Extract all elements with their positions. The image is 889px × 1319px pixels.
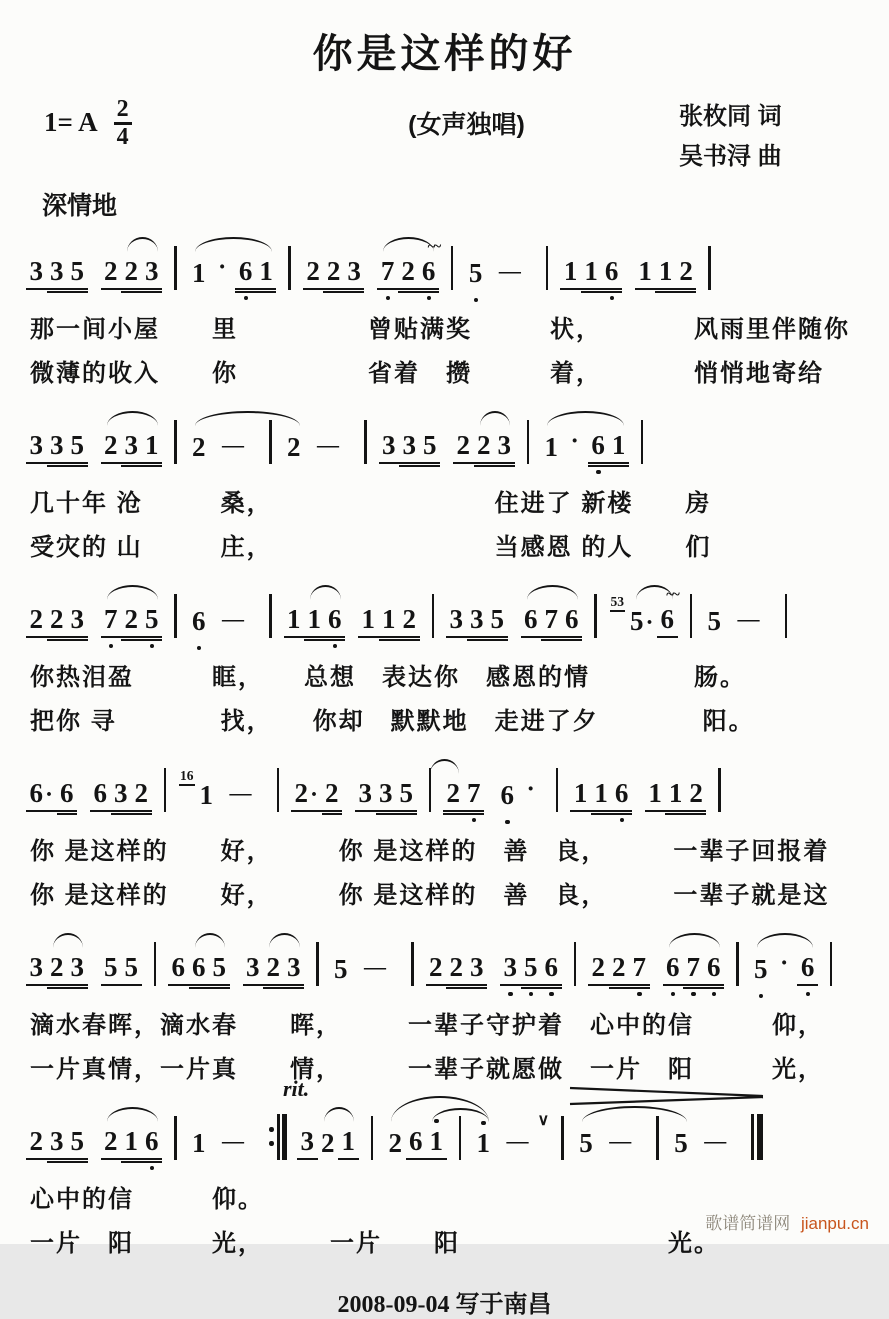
octave-dot-below bbox=[759, 994, 764, 999]
dash-note: — bbox=[498, 258, 521, 284]
note: 3 bbox=[47, 431, 68, 465]
note: 2 bbox=[121, 257, 142, 291]
note: 6 bbox=[325, 605, 346, 639]
score-system-1 bbox=[26, 232, 871, 388]
notation-row bbox=[26, 754, 871, 822]
note: 2 bbox=[322, 779, 343, 813]
note: 6 bbox=[406, 1127, 427, 1161]
slur bbox=[107, 585, 159, 600]
barline bbox=[364, 420, 367, 464]
note: 2 bbox=[263, 953, 284, 987]
note: 6 bbox=[235, 257, 256, 291]
note: 2 bbox=[676, 257, 697, 291]
note: 1 bbox=[338, 1127, 359, 1161]
score-system-2 bbox=[26, 406, 871, 562]
note: 1 bbox=[635, 257, 656, 291]
note: 7 bbox=[464, 779, 485, 813]
note: 1 bbox=[121, 1127, 142, 1161]
note: 3 bbox=[494, 431, 515, 465]
note: 3 bbox=[500, 953, 521, 987]
grace-note: 53 bbox=[610, 594, 626, 613]
note: 6 bbox=[797, 953, 818, 987]
octave-dot-below bbox=[244, 296, 249, 301]
time-signature bbox=[114, 97, 132, 150]
barline bbox=[459, 1116, 462, 1160]
dash-note: — bbox=[704, 1128, 727, 1154]
dash-note: — bbox=[229, 780, 252, 806]
breath-mark: ∨ bbox=[537, 1112, 550, 1130]
note: 7 bbox=[683, 953, 704, 987]
octave-dot-below bbox=[549, 992, 554, 997]
watermark-site: 歌谱简谱网 bbox=[705, 1214, 791, 1233]
octave-dot-below bbox=[109, 644, 114, 649]
note: 7 bbox=[541, 605, 562, 639]
barline bbox=[174, 594, 177, 638]
note: 3 bbox=[376, 779, 397, 813]
note: 2 bbox=[101, 1127, 122, 1161]
time-signature-numerator: 2 bbox=[114, 97, 132, 125]
note: 7 bbox=[377, 257, 398, 291]
barline bbox=[561, 1116, 564, 1160]
note: 1 bbox=[645, 779, 666, 813]
note: 2 bbox=[287, 431, 301, 462]
note: 1 bbox=[426, 1127, 447, 1161]
watermark bbox=[705, 1209, 869, 1234]
note: 3 bbox=[47, 257, 68, 291]
slur bbox=[430, 759, 460, 774]
slur bbox=[195, 237, 273, 252]
note: 5 bbox=[67, 431, 88, 465]
lyricist-credit: 张枚同 词 bbox=[679, 103, 782, 130]
barline bbox=[736, 942, 739, 986]
dash-note: — bbox=[222, 606, 244, 632]
note: 2 bbox=[47, 953, 68, 987]
subtitle: (女声独唱) bbox=[408, 111, 525, 139]
note: 16 1 bbox=[180, 767, 214, 810]
augmentation-dot: · bbox=[45, 781, 54, 808]
note: 2 bbox=[399, 605, 420, 639]
note: 2 bbox=[47, 605, 68, 639]
lyric-row: 一片真情，一片真 情， 一辈子就愿做 一片 阳 光， bbox=[30, 1056, 824, 1084]
note: 6 bbox=[601, 257, 622, 291]
lyric-row: 几十年 沧 桑， 住进了 新楼 房 bbox=[30, 490, 712, 518]
slur bbox=[127, 237, 159, 252]
note: 1 bbox=[358, 605, 379, 639]
mordent-icon: ~~ bbox=[666, 586, 678, 603]
song-title: 你是这样的好 bbox=[312, 31, 577, 77]
barline bbox=[556, 768, 559, 812]
octave-dot-below bbox=[637, 992, 642, 997]
barline bbox=[432, 594, 435, 638]
note: 2 bbox=[388, 1127, 402, 1158]
note: 1 bbox=[581, 257, 602, 291]
note: 6 bbox=[521, 605, 542, 639]
note: 1 bbox=[473, 1129, 494, 1161]
note: 3 bbox=[355, 779, 376, 813]
note: 7 bbox=[629, 953, 650, 987]
score-system-6 bbox=[26, 1076, 871, 1258]
slur bbox=[582, 1106, 688, 1122]
note: 2 bbox=[192, 431, 206, 462]
notation-row bbox=[26, 232, 871, 300]
note: 6 bbox=[541, 953, 562, 987]
credits bbox=[679, 97, 849, 176]
note: 5 bbox=[142, 605, 163, 639]
note: 6 bbox=[90, 779, 111, 813]
notation-row bbox=[26, 1076, 871, 1170]
slur bbox=[53, 933, 84, 948]
barline bbox=[154, 942, 157, 986]
slur bbox=[527, 585, 579, 600]
octave-dot-below bbox=[472, 818, 477, 823]
lyric-row: 心中的信 仰。 bbox=[30, 1186, 264, 1214]
note: 1 bbox=[284, 605, 305, 639]
note: 2· bbox=[291, 779, 322, 813]
lyric-row: 那一间小屋 里 曾贴满奖 状， 风雨里伴随你 bbox=[30, 316, 850, 344]
final-barline bbox=[751, 1114, 763, 1160]
barline bbox=[411, 942, 414, 986]
barline bbox=[269, 420, 272, 464]
barline bbox=[718, 768, 721, 812]
note: 6 bbox=[562, 605, 583, 639]
octave-dot-below bbox=[620, 818, 625, 823]
barline bbox=[708, 246, 711, 290]
grace-note: 16 bbox=[179, 768, 195, 787]
barline bbox=[174, 246, 177, 290]
note: 2 bbox=[121, 605, 142, 639]
note: 6 bbox=[611, 779, 632, 813]
note: 3 bbox=[111, 779, 132, 813]
notation-row bbox=[26, 928, 871, 996]
note: 2 bbox=[426, 953, 447, 987]
augmentation-dot: · bbox=[780, 950, 789, 978]
barline bbox=[690, 594, 693, 638]
barline bbox=[574, 942, 577, 986]
note: 2 bbox=[303, 257, 324, 291]
note: 5 bbox=[67, 257, 88, 291]
octave-dot-below bbox=[474, 298, 479, 303]
barline bbox=[451, 246, 454, 290]
barline bbox=[174, 1116, 177, 1160]
watermark-link[interactable]: jianpu.cn bbox=[800, 1214, 869, 1233]
note: 2 bbox=[101, 431, 122, 465]
score-header bbox=[0, 79, 889, 176]
note: 2 bbox=[474, 431, 495, 465]
note: 1 bbox=[608, 431, 629, 465]
octave-dot-below bbox=[529, 992, 534, 997]
dash-note: — bbox=[609, 1128, 632, 1154]
slur bbox=[107, 411, 159, 426]
note: 3 bbox=[243, 953, 264, 987]
key-time-signature bbox=[44, 97, 254, 150]
note: 3 bbox=[67, 953, 88, 987]
slur bbox=[195, 933, 226, 948]
dash-note: — bbox=[317, 432, 339, 458]
augmentation-dot: · bbox=[218, 254, 227, 282]
note: 2 bbox=[588, 953, 609, 987]
dash-note: — bbox=[222, 1128, 244, 1154]
composition-note: 2008-09-04 写于南昌 bbox=[337, 1292, 552, 1319]
slur bbox=[669, 933, 721, 948]
barline bbox=[641, 420, 644, 464]
octave-dot-below bbox=[505, 820, 510, 825]
octave-dot-below bbox=[150, 1166, 155, 1171]
lyric-row: 你 是这样的 好， 你 是这样的 善 良， 一辈子就是这 bbox=[30, 882, 830, 910]
note: 6 bbox=[142, 1127, 163, 1161]
octave-dot-below bbox=[596, 470, 601, 475]
note: 5 bbox=[521, 953, 542, 987]
barline bbox=[164, 768, 167, 812]
decrescendo-hairpin bbox=[570, 1086, 763, 1106]
barline bbox=[830, 942, 833, 986]
augmentation-dot: · bbox=[570, 428, 579, 456]
note: 5 bbox=[420, 431, 441, 465]
note: 6 bbox=[189, 607, 210, 639]
note: 3 bbox=[142, 257, 163, 291]
octave-dot-below bbox=[691, 992, 696, 997]
slur bbox=[324, 1107, 355, 1122]
notation-row bbox=[26, 580, 871, 648]
note: 53 5· bbox=[610, 593, 654, 636]
lyric-row: 滴水春晖，滴水春 晖， 一辈子守护着 心中的信 仰， bbox=[30, 1012, 824, 1040]
note: 1 bbox=[379, 605, 400, 639]
note: 2 bbox=[26, 605, 47, 639]
note: 2 bbox=[323, 257, 344, 291]
note: 3 bbox=[399, 431, 420, 465]
note: 2 bbox=[26, 1127, 47, 1161]
note: 3 bbox=[47, 1127, 68, 1161]
note: 6 bbox=[57, 779, 78, 813]
note: 2 bbox=[321, 1127, 335, 1158]
note: 1 bbox=[665, 779, 686, 813]
rit-marking: rit. bbox=[283, 1076, 310, 1102]
octave-dot-below bbox=[671, 992, 676, 997]
slur bbox=[480, 411, 511, 426]
note: 6 ~~ bbox=[418, 257, 439, 291]
octave-dot-below bbox=[197, 646, 202, 651]
note: 1 bbox=[544, 431, 558, 462]
note: 6 bbox=[168, 953, 189, 987]
tempo-marking: 深情地 bbox=[42, 192, 118, 221]
score-system-4 bbox=[26, 754, 871, 910]
note: 1 bbox=[560, 257, 581, 291]
score-system-3 bbox=[26, 580, 871, 736]
dash-note: — bbox=[506, 1128, 529, 1154]
score-system-5 bbox=[26, 928, 871, 1084]
slur bbox=[310, 585, 342, 600]
note: 5 bbox=[674, 1127, 688, 1158]
note: 1 bbox=[304, 605, 325, 639]
barline bbox=[785, 594, 788, 638]
slur bbox=[269, 933, 301, 948]
time-signature-denominator: 4 bbox=[116, 124, 129, 151]
note: 2 bbox=[443, 779, 464, 813]
augmentation-dot: · bbox=[526, 776, 535, 804]
octave-dot-below bbox=[508, 992, 513, 997]
note: 3 bbox=[284, 953, 305, 987]
dash-note: — bbox=[222, 432, 244, 458]
lyric-row: 你热泪盈 眶， 总想 表达你 感恩的情 肠。 bbox=[30, 664, 746, 692]
note: 3 bbox=[121, 431, 142, 465]
note: 6 bbox=[704, 953, 725, 987]
note: 1 bbox=[142, 431, 163, 465]
note: 5 bbox=[396, 779, 417, 813]
note: 3 bbox=[26, 953, 47, 987]
barline bbox=[594, 594, 597, 638]
note: 2 bbox=[453, 431, 474, 465]
note: 1 bbox=[192, 1127, 206, 1158]
barline bbox=[174, 420, 177, 464]
slur bbox=[547, 411, 625, 426]
note: 3 bbox=[67, 605, 88, 639]
note: 5 bbox=[209, 953, 230, 987]
note: 5 bbox=[465, 259, 486, 291]
note: 2 bbox=[131, 779, 152, 813]
lyric-row: 微薄的收入 你 省着 攒 着， 悄悄地寄给 bbox=[30, 360, 824, 388]
mordent-icon: ~~ bbox=[427, 238, 440, 255]
lyric-row: 一片 阳 光， 一片 阳 光。 bbox=[30, 1230, 720, 1258]
notation-row bbox=[26, 406, 871, 474]
barline bbox=[371, 1116, 374, 1160]
note: 6 ~~ bbox=[657, 605, 678, 639]
note: 5 bbox=[751, 955, 772, 987]
octave-dot-below bbox=[386, 296, 391, 301]
note: 2 bbox=[446, 953, 467, 987]
octave-dot-below bbox=[333, 644, 338, 649]
note: 5 bbox=[487, 605, 508, 639]
note: 6 bbox=[663, 953, 684, 987]
note: 1 bbox=[192, 257, 206, 288]
barline bbox=[277, 768, 280, 812]
note: 3 bbox=[379, 431, 400, 465]
composer-credit: 吴书浔 曲 bbox=[679, 142, 782, 170]
note: 6 bbox=[588, 431, 609, 465]
dash-note: — bbox=[737, 606, 760, 632]
note: 6 bbox=[497, 781, 518, 813]
note: 3 bbox=[26, 257, 47, 291]
note: 2 bbox=[101, 257, 122, 291]
note: 1 bbox=[655, 257, 676, 291]
octave-dot-below bbox=[610, 296, 615, 301]
barline bbox=[316, 942, 319, 986]
note: 1 bbox=[256, 257, 277, 291]
note: 3 bbox=[446, 605, 467, 639]
slur bbox=[757, 933, 814, 948]
slur bbox=[195, 411, 301, 426]
lyric-row: 你 是这样的 好， 你 是这样的 善 良， 一辈子回报着 bbox=[30, 838, 830, 866]
note: 6· bbox=[26, 779, 57, 813]
note: 3 bbox=[344, 257, 365, 291]
note: 5 bbox=[334, 953, 348, 984]
note: 6 bbox=[189, 953, 210, 987]
key-signature: 1= A bbox=[44, 107, 98, 137]
note: 1 bbox=[591, 779, 612, 813]
note: 5 bbox=[101, 953, 122, 987]
lyric-row: 受灾的 山 庄， 当感恩 的人 们 bbox=[30, 534, 712, 562]
octave-dot-below bbox=[427, 296, 432, 301]
note: 5 bbox=[67, 1127, 88, 1161]
note: 2 bbox=[609, 953, 630, 987]
barline bbox=[429, 768, 432, 812]
note: 1 bbox=[570, 779, 591, 813]
octave-dot-below bbox=[712, 992, 717, 997]
augmentation-dot: · bbox=[310, 781, 319, 808]
note: 2 bbox=[686, 779, 707, 813]
lyric-row: 把你 寻 找， 你却 默默地 走进了夕 阳。 bbox=[30, 708, 755, 736]
octave-dot-below bbox=[150, 644, 155, 649]
note: 3 bbox=[467, 605, 488, 639]
slur bbox=[107, 1107, 159, 1122]
repeat-barline bbox=[269, 1114, 287, 1160]
note: 5 bbox=[579, 1127, 593, 1158]
note: 7 bbox=[101, 605, 122, 639]
barline bbox=[269, 594, 272, 638]
barline bbox=[288, 246, 291, 290]
octave-dot-below bbox=[806, 992, 811, 997]
augmentation-dot: · bbox=[645, 609, 654, 636]
note: 3 bbox=[297, 1127, 318, 1161]
note: 2 bbox=[398, 257, 419, 291]
barline bbox=[527, 420, 530, 464]
note: 5 bbox=[121, 953, 142, 987]
note: 5 bbox=[707, 605, 722, 636]
dash-note: — bbox=[364, 954, 386, 980]
note: 3 bbox=[467, 953, 488, 987]
barline bbox=[546, 246, 549, 290]
barline bbox=[656, 1116, 659, 1160]
note: 3 bbox=[26, 431, 47, 465]
